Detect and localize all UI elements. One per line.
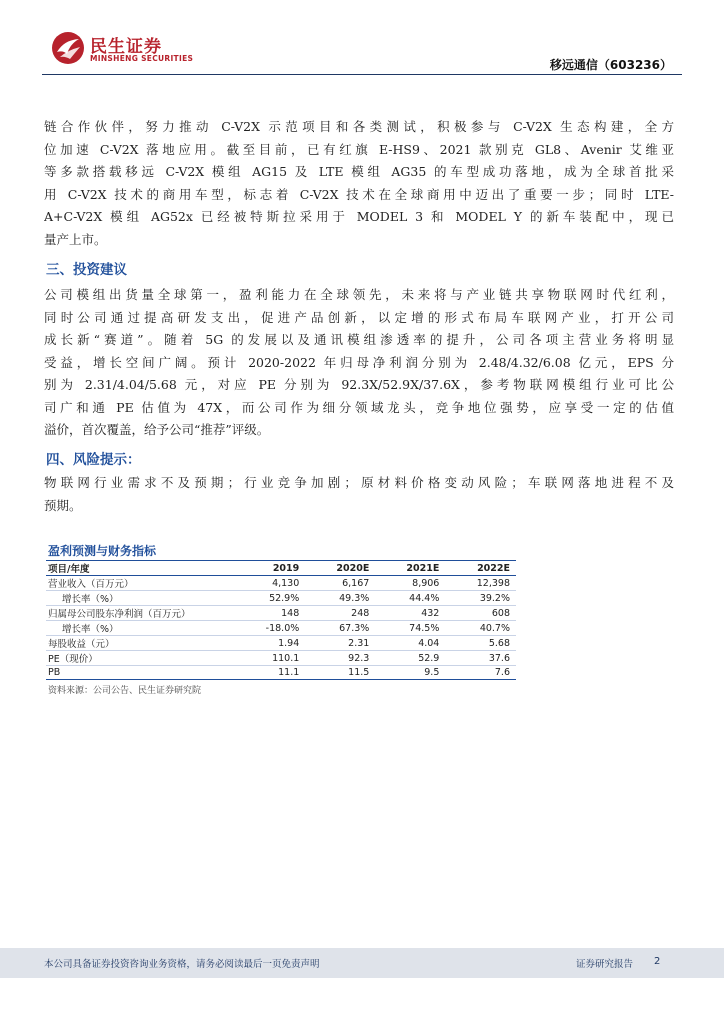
table-cell: 110.1 xyxy=(234,651,305,666)
paragraph-line: 公司模组出货量全球第一，盈利能力在全球领先，未来将与产业链共享物联网时代红利， xyxy=(44,287,674,302)
company-ticker: 移远通信（603236） xyxy=(549,58,672,72)
table-cell: -18.0% xyxy=(234,621,305,636)
paragraph-line: 预期。 xyxy=(44,497,82,513)
column-header: 2021E xyxy=(375,561,445,576)
row-label: 营业收入（百万元） xyxy=(46,576,234,591)
table-cell: 44.4% xyxy=(375,591,445,606)
financial-forecast-table-block xyxy=(46,542,516,696)
table-cell: 37.6 xyxy=(445,651,516,666)
column-header: 2022E xyxy=(445,561,516,576)
column-header: 项目/年度 xyxy=(46,561,234,576)
paragraph-line: 受益，增长空间广阔。预计 2020-2022 年归母净利润分别为 2.48/4.32/6.08 亿元，EPS 分 xyxy=(44,354,674,370)
paragraph-line: 位加速 C-V2X 落地应用。截至目前，已有红旗 E-HS9、2021 款别克 GL8、Avenir 艾维亚 xyxy=(44,141,674,157)
column-header: 2019 xyxy=(234,561,305,576)
risk-paragraph xyxy=(44,472,674,517)
header-divider xyxy=(42,74,682,75)
page-number: 2 xyxy=(654,956,661,967)
paragraph-line: 等多款搭载移远 C-V2X 模组 AG15 及 LTE 模组 AG35 的车型成功落地，成为全球首批采 xyxy=(44,164,674,179)
table-row xyxy=(46,591,516,606)
row-label: PB xyxy=(46,666,234,680)
table-cell: 40.7% xyxy=(445,621,516,636)
table-cell: 67.3% xyxy=(305,621,375,636)
page-header xyxy=(0,0,724,80)
table-cell: 2.31 xyxy=(305,636,375,651)
paragraph-line: 成长新“赛道”。随着 5G 的发展以及通讯模组渗透率的提升，公司各项主营业务将明显 xyxy=(44,332,674,347)
paragraph-line: 别为 2.31/4.04/5.68 元，对应 PE 分别为 92.3X/52.9X/37.6X，参考物联网模组行业可比公 xyxy=(44,377,674,392)
table-cell: 9.5 xyxy=(375,666,445,680)
table-cell: 49.3% xyxy=(305,591,375,606)
financial-forecast-table xyxy=(46,561,516,680)
table-cell: 11.5 xyxy=(305,666,375,680)
table-cell: 6,167 xyxy=(305,576,375,591)
table-cell: 92.3 xyxy=(305,651,375,666)
table-cell: 74.5% xyxy=(375,621,445,636)
row-label: 每股收益（元） xyxy=(46,636,234,651)
table-cell: 52.9% xyxy=(234,591,305,606)
table-cell: 7.6 xyxy=(445,666,516,680)
column-header: 2020E xyxy=(305,561,375,576)
section-heading-investment: 三、投资建议 xyxy=(46,262,127,278)
table-cell: 4.04 xyxy=(375,636,445,651)
table-cell: 148 xyxy=(234,606,305,621)
logo-english-name: MINSHENG SECURITIES xyxy=(90,54,194,63)
table-row xyxy=(46,621,516,636)
table-cell: 1.94 xyxy=(234,636,305,651)
paragraph-line: 司广和通 PE 估值为 47X，而公司作为细分领域龙头，竞争地位强势，应享受一定的估值 xyxy=(44,399,674,415)
row-label: 归属母公司股东净利润（百万元） xyxy=(46,606,234,621)
table-row xyxy=(46,651,516,666)
row-label: 增长率（%） xyxy=(46,621,234,636)
table-cell: 248 xyxy=(305,606,375,621)
paragraph-line: 量产上市。 xyxy=(44,231,107,247)
table-cell: 432 xyxy=(375,606,445,621)
investment-paragraph xyxy=(44,284,674,442)
paragraph-line: A+C-V2X 模组 AG52x 已经被特斯拉采用于 MODEL 3 和 MODEL Y 的新车装配中，现已 xyxy=(44,209,674,224)
minsheng-logo xyxy=(50,30,200,70)
table-row xyxy=(46,606,516,621)
paragraph-line: 同时公司通过提高研发支出，促进产品创新，以定增的形式布局车联网产业，打开公司 xyxy=(44,309,674,325)
table-cell: 39.2% xyxy=(445,591,516,606)
table-title: 盈利预测与财务指标 xyxy=(46,542,516,561)
table-cell: 11.1 xyxy=(234,666,305,680)
section-heading-risk: 四、风险提示： xyxy=(46,452,141,468)
table-cell: 608 xyxy=(445,606,516,621)
table-cell: 52.9 xyxy=(375,651,445,666)
table-cell: 12,398 xyxy=(445,576,516,591)
footer-disclaimer: 本公司具备证券投资咨询业务资格，请务必阅读最后一页免责声明 xyxy=(44,959,320,970)
table-cell: 5.68 xyxy=(445,636,516,651)
table-row xyxy=(46,576,516,591)
row-label: 增长率（%） xyxy=(46,591,234,606)
minsheng-logo-icon xyxy=(50,30,86,66)
table-row xyxy=(46,666,516,680)
paragraph-line: 物联网行业需求不及预期；行业竞争加剧；原材料价格变动风险；车联网落地进程不及 xyxy=(44,475,674,490)
footer-report-type: 证券研究报告 xyxy=(576,959,634,970)
table-source-note: 资料来源：公司公告、民生证券研究院 xyxy=(48,686,202,697)
table-cell: 4,130 xyxy=(234,576,305,591)
table-row xyxy=(46,636,516,651)
table-header-row xyxy=(46,561,516,576)
paragraph-line: 溢价，首次覆盖，给予公司“推荐”评级。 xyxy=(44,422,270,437)
intro-paragraph xyxy=(44,116,674,251)
row-label: PE（现价） xyxy=(46,651,234,666)
paragraph-line: 用 C-V2X 技术的商用车型，标志着 C-V2X 技术在全球商用中迈出了重要一步；同时 LTE- xyxy=(44,186,674,202)
paragraph-line: 链合作伙伴，努力推动 C-V2X 示范项目和各类测试，积极参与 C-V2X 生态构建，全方 xyxy=(44,119,674,134)
logo-chinese-name: 民生证券 xyxy=(90,37,162,57)
table-cell: 8,906 xyxy=(375,576,445,591)
